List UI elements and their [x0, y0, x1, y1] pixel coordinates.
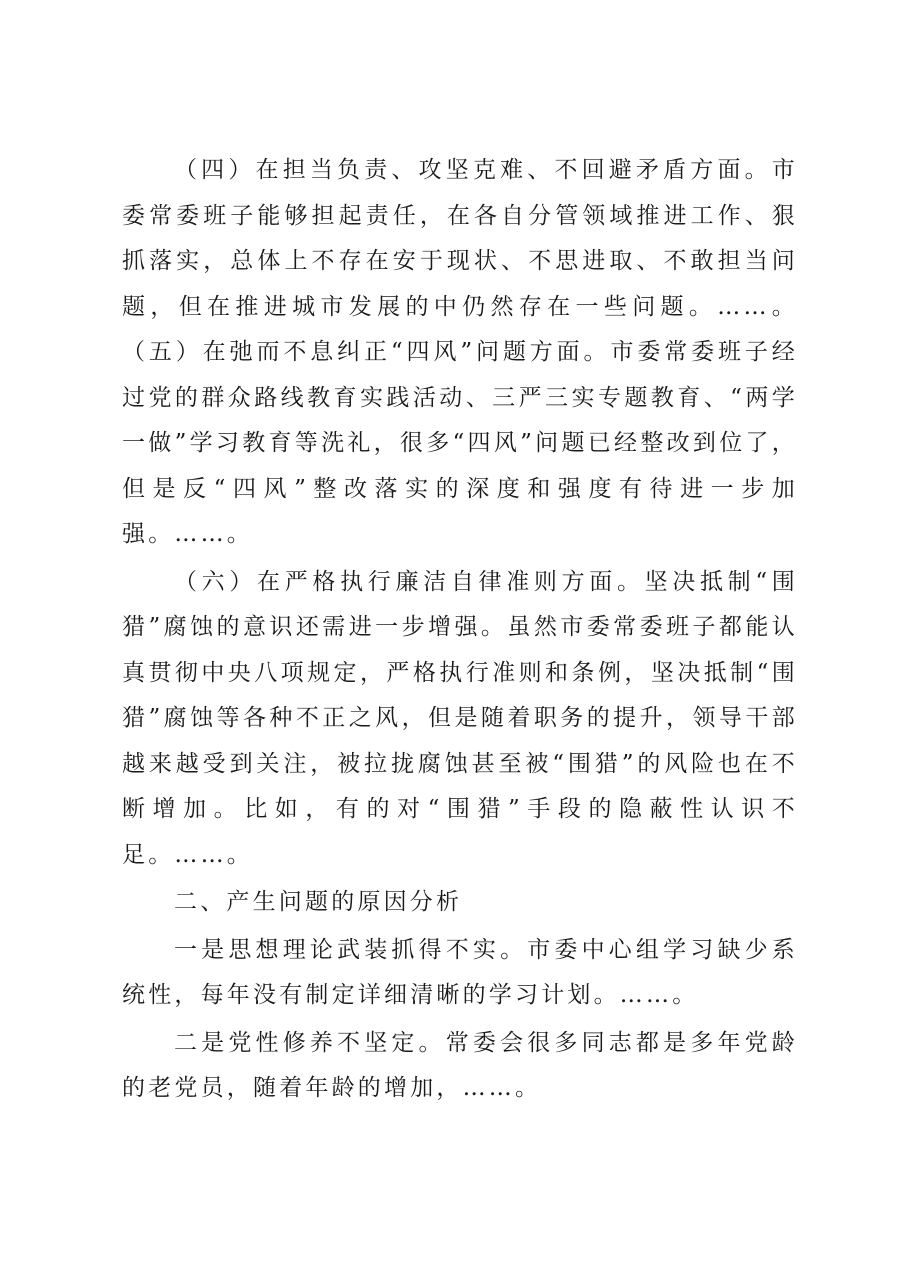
document-body [122, 148, 798, 1112]
paragraph-section-six: （六）在严格执行廉洁自律准则方面。坚决抵制“围猎”腐蚀的意识还需进一步增强。虽然市委常委班子都能认真贯彻中央八项规定，严格执行准则和条例，坚决抵制“围猎”腐蚀等各种不正之风，但是随着职务的提升，领导干部越来越受到关注，被拉拢腐蚀甚至被“围猎”的风险也在不断增加。比如，有的对“围猎”手段的隐蔽性认识不足。……。 [122, 568, 798, 868]
paragraph-cause-two: 二是党性修养不坚定。常委会很多同志都是多年党龄的老党员，随着年龄的增加，……。 [122, 1029, 798, 1101]
paragraph-section-four-five: （四）在担当负责、攻坚克难、不回避矛盾方面。市委常委班子能够担起责任，在各自分管领域推进工作、狠抓落实，总体上不存在安于现状、不思进取、不敢担当问题，但在推进城市发展的中仍然存在一些问题。……。（五）在弛而不息纠正“四风”问题方面。市委常委班子经过党的群众路线教育实践活动、三严三实专题教育、“两学一做”学习教育等洗礼，很多“四风”问题已经整改到位了，但是反“四风”整改落实的深度和强度有待进一步加强。……。 [122, 157, 798, 547]
section-heading-cause-analysis: 二、产生问题的原因分析 [174, 889, 463, 915]
paragraph-cause-one: 一是思想理论武装抓得不实。市委中心组学习缺少系统性，每年没有制定详细清晰的学习计划。……。 [122, 936, 798, 1008]
